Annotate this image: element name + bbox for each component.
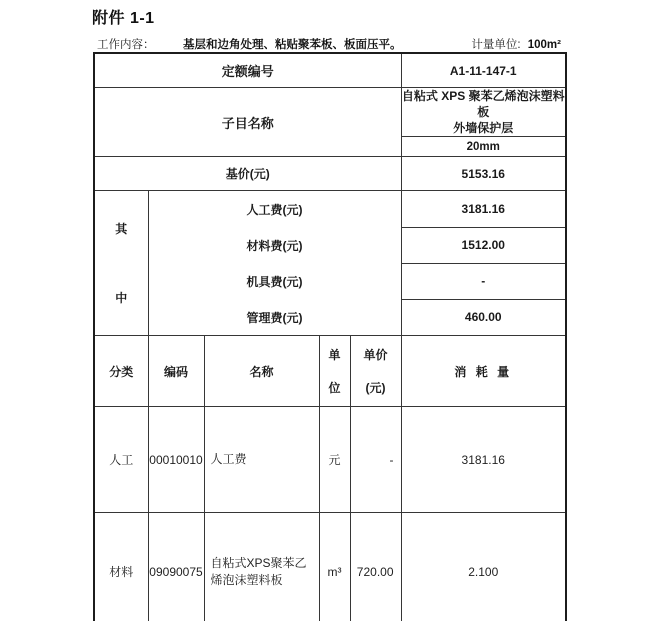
header-code: 编码 bbox=[148, 336, 204, 407]
row-unit: m³ bbox=[319, 513, 350, 621]
header-unit-line2: 位 bbox=[328, 381, 341, 395]
row-category: 材料 bbox=[94, 513, 148, 621]
base-price-label: 基价(元) bbox=[94, 157, 401, 191]
header-price bbox=[350, 336, 401, 407]
row-price: - bbox=[350, 407, 401, 513]
header-unit-line1: 单 bbox=[328, 348, 341, 362]
row-category: 人工 bbox=[94, 407, 148, 513]
header-price-line2: (元) bbox=[365, 381, 386, 395]
quota-code-row bbox=[94, 53, 566, 88]
meta-line bbox=[97, 36, 563, 52]
component-label: 材料费(元) bbox=[148, 227, 401, 263]
component-value: - bbox=[401, 263, 566, 299]
table-row bbox=[94, 407, 566, 513]
table-row bbox=[94, 513, 566, 621]
row-name: 人工费 bbox=[204, 407, 319, 513]
component-row bbox=[94, 263, 566, 299]
row-unit: 元 bbox=[319, 407, 350, 513]
measurement-unit-value: 100m² bbox=[527, 39, 561, 51]
work-content-label: 工作内容： bbox=[97, 39, 155, 51]
component-label: 机具费(元) bbox=[148, 263, 401, 299]
row-code: 00010010 bbox=[148, 407, 204, 513]
measurement-unit-label: 计量单位: bbox=[471, 39, 521, 51]
among-column bbox=[94, 191, 148, 336]
item-name-value bbox=[401, 88, 566, 137]
component-value: 1512.00 bbox=[401, 227, 566, 263]
row-amount: 2.100 bbox=[401, 513, 566, 621]
item-name-label: 子目名称 bbox=[94, 88, 401, 157]
item-name-line2: 外墙保护层 bbox=[453, 121, 514, 135]
component-label: 管理费(元) bbox=[148, 299, 401, 336]
component-label: 人工费(元) bbox=[148, 191, 401, 228]
quota-table bbox=[93, 52, 567, 621]
row-code: 09090075 bbox=[148, 513, 204, 621]
component-row bbox=[94, 299, 566, 336]
row-amount: 3181.16 bbox=[401, 407, 566, 513]
quota-code-value: A1-11-147-1 bbox=[401, 53, 566, 88]
component-value: 3181.16 bbox=[401, 191, 566, 228]
component-value: 460.00 bbox=[401, 299, 566, 336]
header-unit bbox=[319, 336, 350, 407]
measurement-unit bbox=[471, 36, 561, 52]
base-price-row bbox=[94, 157, 566, 191]
item-name-row bbox=[94, 88, 566, 137]
base-price-value: 5153.16 bbox=[401, 157, 566, 191]
item-spec-value: 20mm bbox=[401, 137, 566, 157]
work-content-text: 基层和边角处理、粘贴聚苯板、板面压平。 bbox=[183, 39, 402, 51]
component-row bbox=[94, 191, 566, 228]
header-name: 名称 bbox=[204, 336, 319, 407]
header-price-line1: 单价 bbox=[363, 348, 388, 362]
item-name-line1: 自粘式 XPS 聚苯乙烯泡沫塑料板 bbox=[401, 89, 565, 119]
row-name: 自粘式XPS聚苯乙烯泡沫塑料板 bbox=[204, 513, 319, 621]
among-label bbox=[95, 194, 148, 332]
header-amount: 消 耗 量 bbox=[401, 336, 566, 407]
row-price: 720.00 bbox=[350, 513, 401, 621]
page-title: 附件 1-1 bbox=[92, 10, 155, 27]
among-char-top: 其 bbox=[115, 222, 128, 236]
header-category: 分类 bbox=[94, 336, 148, 407]
component-row bbox=[94, 227, 566, 263]
quota-code-label: 定额编号 bbox=[94, 53, 401, 88]
consumption-header-row bbox=[94, 336, 566, 407]
among-char-bottom: 中 bbox=[115, 291, 128, 305]
